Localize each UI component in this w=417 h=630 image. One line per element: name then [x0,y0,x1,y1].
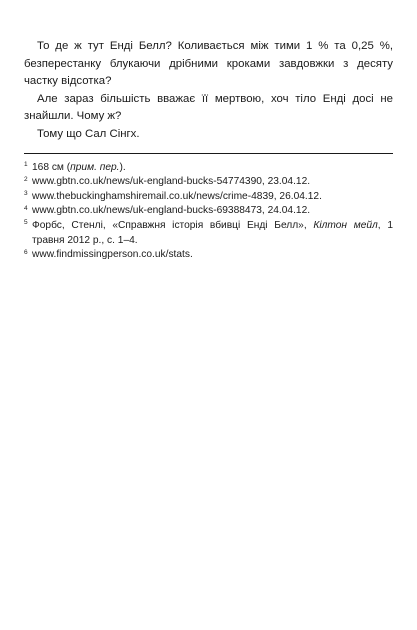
footnote-text: ). [119,161,126,173]
footnote-2: $^2$ www.gbtn.co.uk/news/uk-england-bucks-54774390, 23.04.12. [24,175,311,188]
footnote-text-italic: прим. пер. [70,161,120,173]
book-page [24,38,393,263]
body-paragraph-2: Але зараз більшість вважає її мертвою, хоч тіло Енді досі не знайшли. Чому ж? [24,92,393,123]
footnote-divider [24,153,393,154]
body-paragraph-1: То де ж тут Енді Белл? Коливається між тими 1 % та 0,25 %, безперестанку блукаючи дрібними кроками завдовжки з десяту частку відсотка? [24,40,393,88]
footnote-text-italic: Кілтон мейл [313,219,378,231]
footnote-1: $^1$ 168 см (прим. пер.). [24,161,126,173]
footnote-url: www.thebuckinghamshiremail.co.uk/news/crime-4839, 26.04.12. [32,190,322,202]
footnote-url: www.gbtn.co.uk/news/uk-england-bucks-69388473, 24.04.12. [32,205,311,217]
footnote-url: www.findmissingperson.co.uk/stats. [32,249,193,261]
footnote-5: $^5$ Форбс, Стенлі, «Справжня історія вбивці Енді Белл», Кілтон мейл, 1 травня 2012 р., с. 1–4. [24,219,393,246]
footnote-3: $^3$ www.thebuckinghamshiremail.co.uk/news/crime-4839, 26.04.12. [24,190,322,202]
footnote-text: Форбс, Стенлі, «Справжня історія вбивці Енді Белл», [32,219,314,231]
footnote-url: www.gbtn.co.uk/news/uk-england-bucks-54774390, 23.04.12. [32,176,311,188]
body-paragraph-3: Тому що Сал Сінгх. [37,127,140,140]
footnote-text: , 1 травня 2012 р., с. 1–4. [32,219,393,246]
footnote-4: $^4$ www.gbtn.co.uk/news/uk-england-bucks-69388473, 24.04.12. [24,204,311,217]
footnotes-section [24,161,393,263]
footnote-text: 168 см ( [32,161,71,173]
footnote-6: $^6$ www.findmissingperson.co.uk/stats. [24,248,193,261]
